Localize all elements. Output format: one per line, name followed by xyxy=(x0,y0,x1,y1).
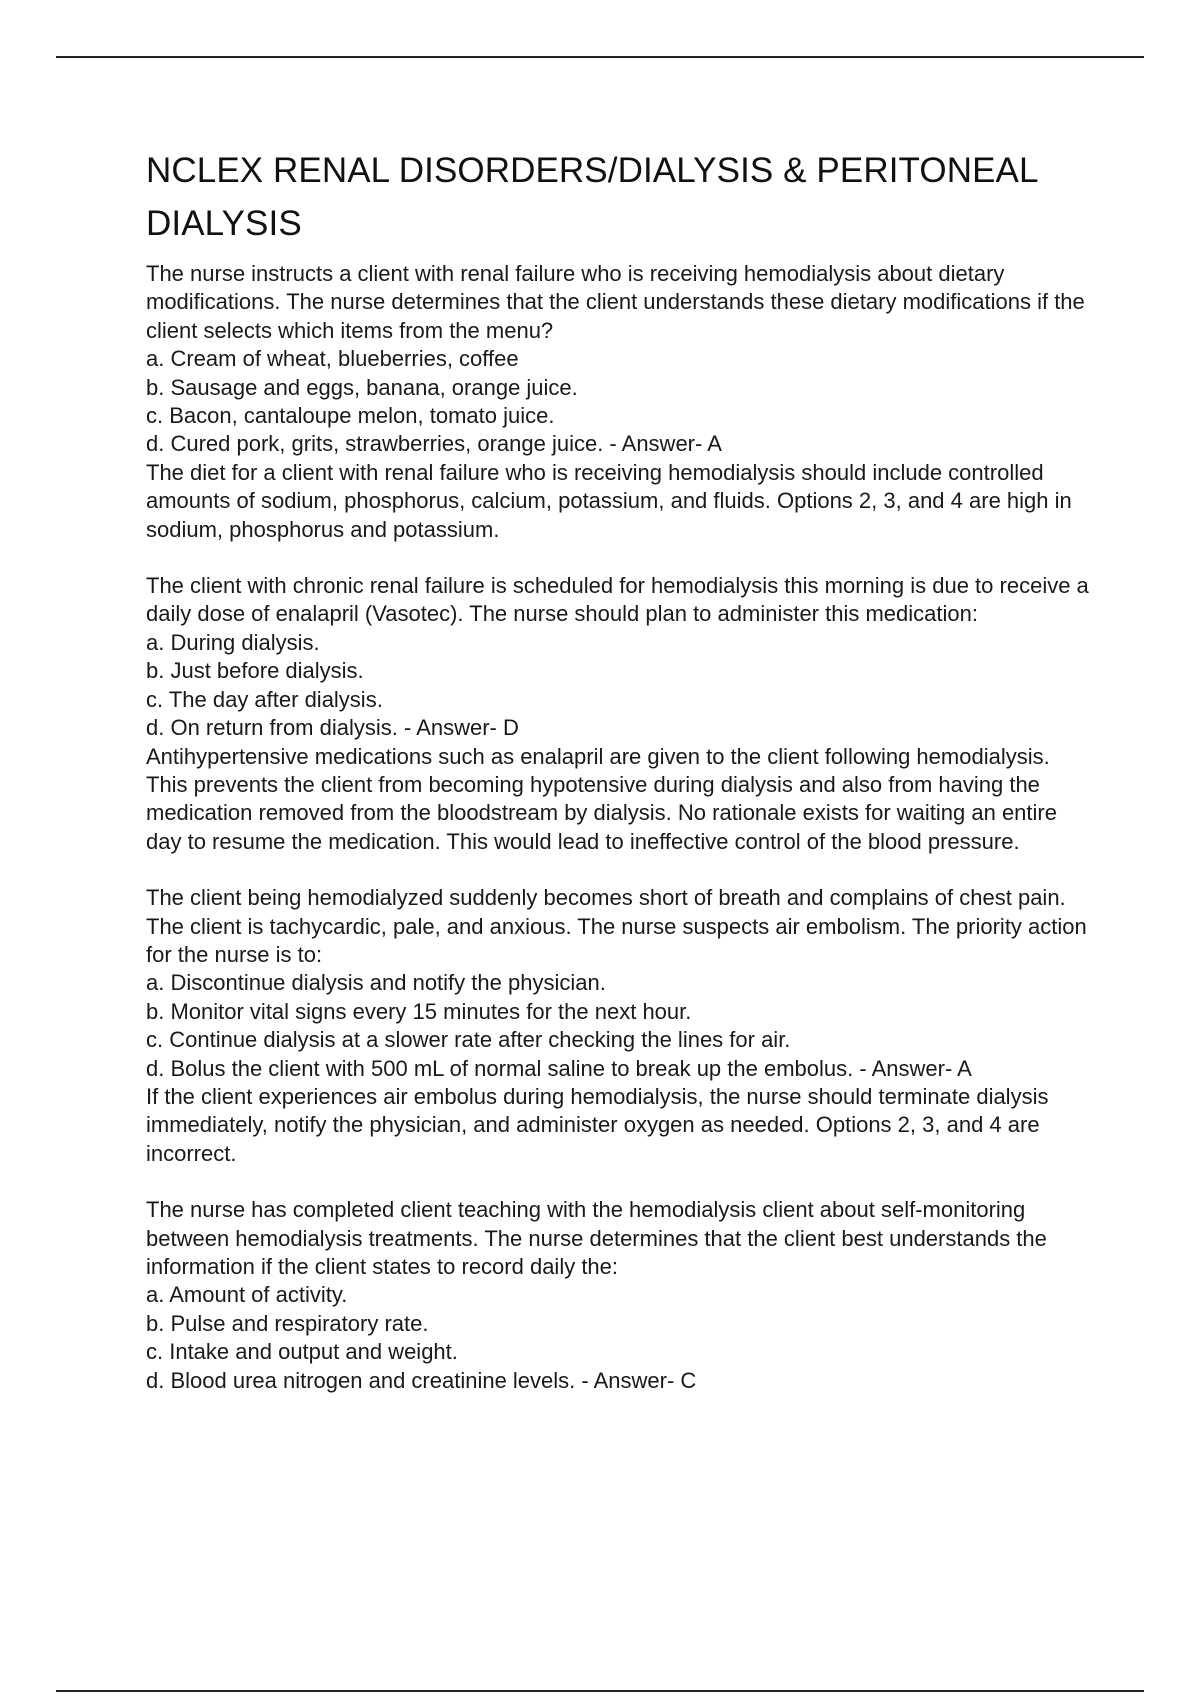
question-stem: The nurse has completed client teaching with the hemodialysis client about self-monitoring between hemodialysis treatments. The nurse determines that the client best understands the information if the client states to record daily the: xyxy=(146,1197,1047,1279)
answer-option: a. During dialysis. xyxy=(146,629,320,655)
answer-option: b. Just before dialysis. xyxy=(146,658,364,684)
question-block-2 xyxy=(146,572,1096,856)
rationale-text: If the client experiences air embolus during hemodialysis, the nurse should terminate dialysis immediately, notify the physician, and administer oxygen as needed. Options 2, 3, and 4 are incorrect. xyxy=(146,1083,1049,1166)
answer-option: a. Discontinue dialysis and notify the physician. xyxy=(146,970,606,996)
answer-option: b. Monitor vital signs every 15 minutes for the next hour. xyxy=(146,998,692,1024)
question-stem: The client being hemodialyzed suddenly becomes short of breath and complains of chest pain. The client is tachycardic, pale, and anxious. The nurse suspects air embolism. The priority action for the nurse is to: xyxy=(146,885,1087,967)
answer-option: c. Bacon, cantaloupe melon, tomato juice. xyxy=(146,403,555,429)
rationale-text: The diet for a client with renal failure who is receiving hemodialysis should include controlled amounts of sodium, phosphorus, calcium, potassium, and fluids. Options 2, 3, and 4 are high in sodium, phosphorus and potassium. xyxy=(146,459,1072,542)
question-block-4 xyxy=(146,1196,1096,1395)
rationale-text: Antihypertensive medications such as enalapril are given to the client following hemodialysis. This prevents the client from becoming hypotensive during dialysis and also from having the medication removed from the bloodstream by dialysis. No rationale exists for waiting an entire day to resume the medication. This would lead to ineffective control of the blood pressure. xyxy=(146,743,1057,854)
answer-option: c. Intake and output and weight. xyxy=(146,1339,458,1365)
answer-option: d. Cured pork, grits, strawberries, orange juice. - Answer- A xyxy=(146,431,722,457)
question-stem: The client with chronic renal failure is scheduled for hemodialysis this morning is due to receive a daily dose of enalapril (Vasotec). The nurse should plan to administer this medication: xyxy=(146,573,1089,627)
answer-options xyxy=(146,629,1096,743)
answer-option: d. Blood urea nitrogen and creatinine levels. - Answer- C xyxy=(146,1367,697,1393)
answer-options xyxy=(146,969,1096,1083)
answer-option: b. Sausage and eggs, banana, orange juice. xyxy=(146,374,578,400)
top-rule xyxy=(56,56,1144,58)
answer-option: c. The day after dialysis. xyxy=(146,686,383,712)
answer-option: c. Continue dialysis at a slower rate after checking the lines for air. xyxy=(146,1027,791,1053)
answer-options xyxy=(146,345,1096,459)
answer-option: a. Cream of wheat, blueberries, coffee xyxy=(146,346,519,372)
bottom-rule xyxy=(56,1690,1144,1692)
document-page xyxy=(146,144,1096,1423)
answer-options xyxy=(146,1281,1096,1395)
answer-option: b. Pulse and respiratory rate. xyxy=(146,1310,429,1336)
answer-option: d. Bolus the client with 500 mL of normal saline to break up the embolus. - Answer- A xyxy=(146,1055,972,1081)
document-title: NCLEX RENAL DISORDERS/DIALYSIS & PERITONEAL DIALYSIS xyxy=(146,151,1038,243)
question-block-3 xyxy=(146,884,1096,1168)
answer-option: a. Amount of activity. xyxy=(146,1282,348,1308)
question-stem: The nurse instructs a client with renal failure who is receiving hemodialysis about dietary modifications. The nurse determines that the client understands these dietary modifications if the client selects which items from the menu? xyxy=(146,261,1085,343)
question-block-1 xyxy=(146,260,1096,544)
answer-option: d. On return from dialysis. - Answer- D xyxy=(146,715,519,741)
